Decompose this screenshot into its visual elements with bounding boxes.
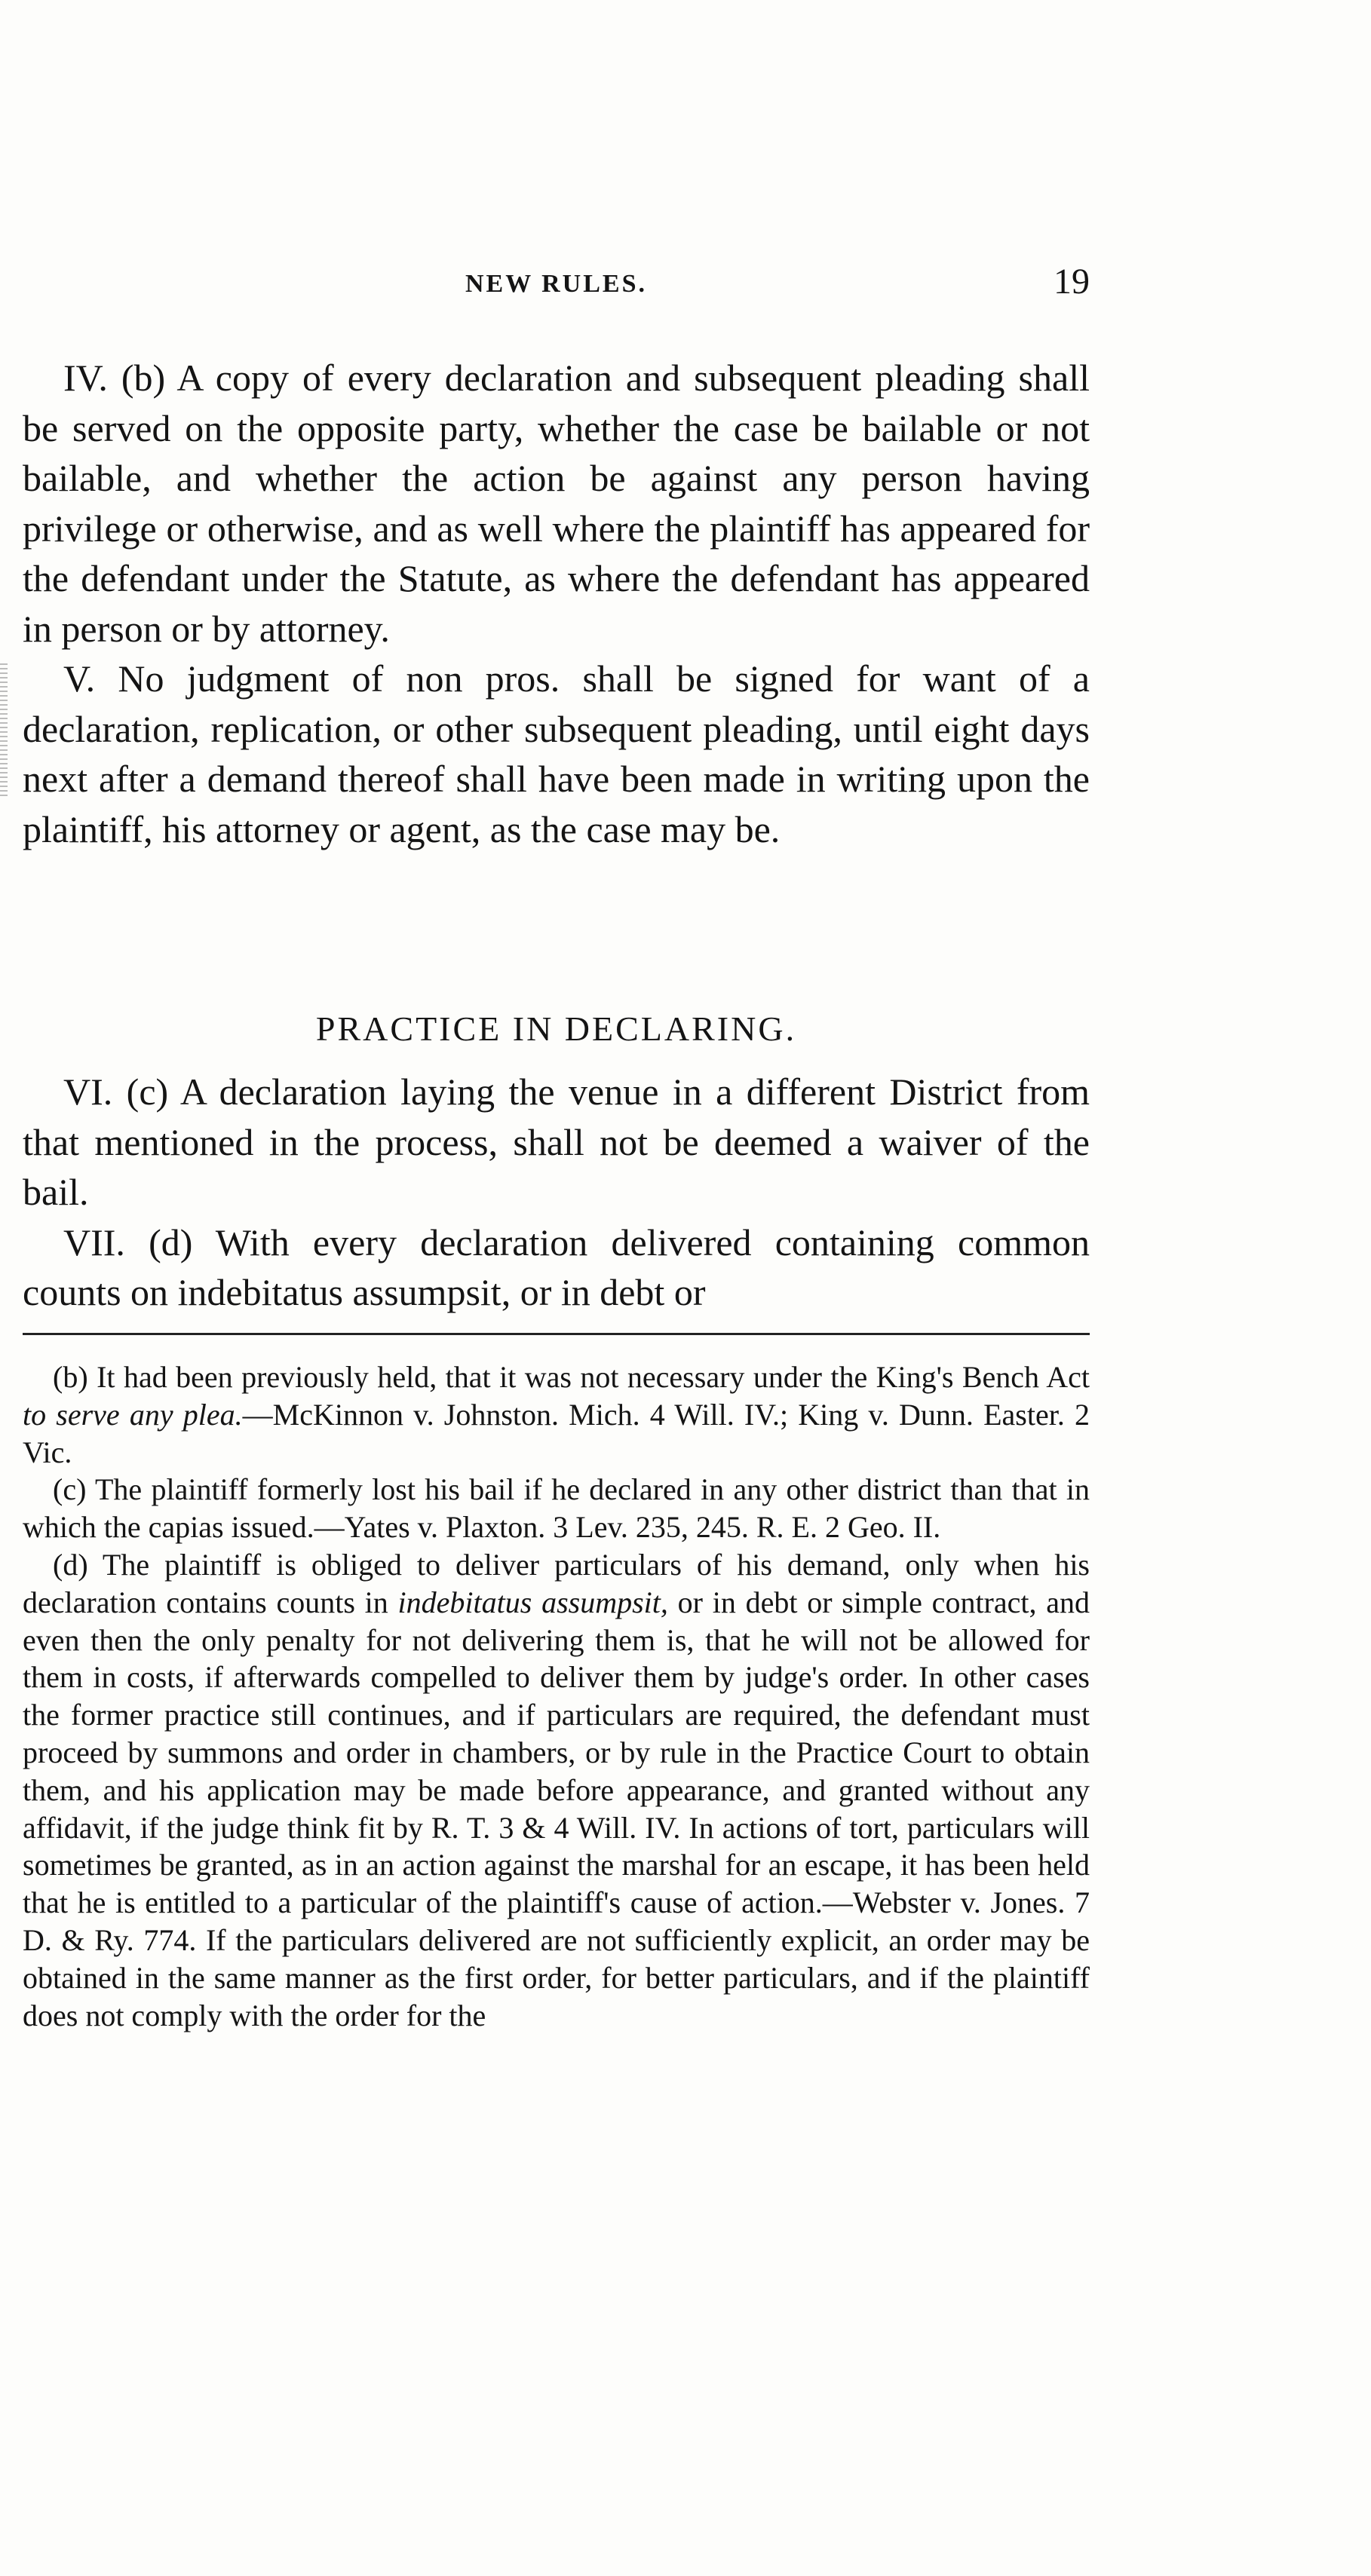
footnote-c: (c) The plaintiff formerly lost his bail if he declared in any other district than that in which the capias issued.—Yates v. Plaxton. 3 Lev. 235, 245. R. E. 2 Geo. II. — [23, 1472, 1090, 1545]
rule-vii: VII. (d) With every declaration delivered containing common counts on indebitatus assumpsit, or in debt or — [23, 1221, 1090, 1313]
page-number: 19 — [1054, 262, 1090, 302]
footnote-d-continuation: or in debt or simple contract, and even then the only penalty for not delivering them is, that he will not be allowed for them in costs, if afterwards compelled to deliver them by judge's order. In other cases the former practice still continues, and if particulars are required, the defendant must proceed by summons and order in chambers, or by rule in the Practice Court to obtain them, and his application may be made before appearance, and granted without any affidavit, if the judge think fit by R. T. 3 & 4 Will. IV. In actions of tort, particulars will sometimes be granted, as in an action against the marshal for an escape, it has been held that he is entitled to a particular of the plaintiff's cause of action.—Webster v. Jones. 7 D. & Ry. 774. If the particulars delivered are not sufficiently explicit, an order may be obtained in the same manner as the first order, for better particulars, and if the plaintiff does not comply with the order for the — [23, 1585, 1090, 2032]
footnote-divider — [23, 1333, 1090, 1335]
running-title: NEW RULES. — [465, 270, 647, 298]
footnotes — [23, 1358, 1090, 2034]
footnote-d-text: (d) The plaintiff is obliged to deliver particulars of his demand, only when his declaration contains counts in — [23, 1547, 1090, 1619]
rule-iv: IV. (b) A copy of every declaration and subsequent pleading shall be served on the opposite party, whether the case be bailable or not bailable, and whether the action be against any person having privilege or otherwise, and as well where the plaintiff has appeared for the defendant under the Statute, as where the defendant has appeared in person or by attorney. — [23, 357, 1090, 650]
footnote-b-italic: to serve any plea. — [23, 1397, 243, 1432]
binding-edge-mark — [0, 663, 8, 799]
running-head — [23, 256, 1090, 317]
footnote-b — [23, 1358, 1090, 1471]
rules-block-2 — [23, 1067, 1090, 1318]
footnote-b-text: (b) It had been previously held, that it was not necessary under the King's Bench Act — [53, 1360, 1090, 1394]
footnote-d-italic: indebitatus assumpsit, — [397, 1585, 668, 1619]
section-heading: PRACTICE IN DECLARING. — [315, 1009, 797, 1048]
footnote-d — [23, 1546, 1090, 2034]
rules-block-1 — [23, 353, 1090, 854]
footnote-b-citation: —McKinnon v. Johnston. Mich. 4 Will. IV.; King v. Dunn. Easter. 2 Vic. — [23, 1397, 1090, 1469]
rule-v: V. No judgment of non pros. shall be signed for want of a declaration, replication, or other subsequent pleading, until eight days next after a demand thereof shall have been made in writing upon the plaintiff, his attorney or agent, as the case may be. — [23, 657, 1090, 850]
rule-vi: VI. (c) A declaration laying the venue in a different District from that mentioned in the process, shall not be deemed a waiver of the bail. — [23, 1071, 1090, 1213]
